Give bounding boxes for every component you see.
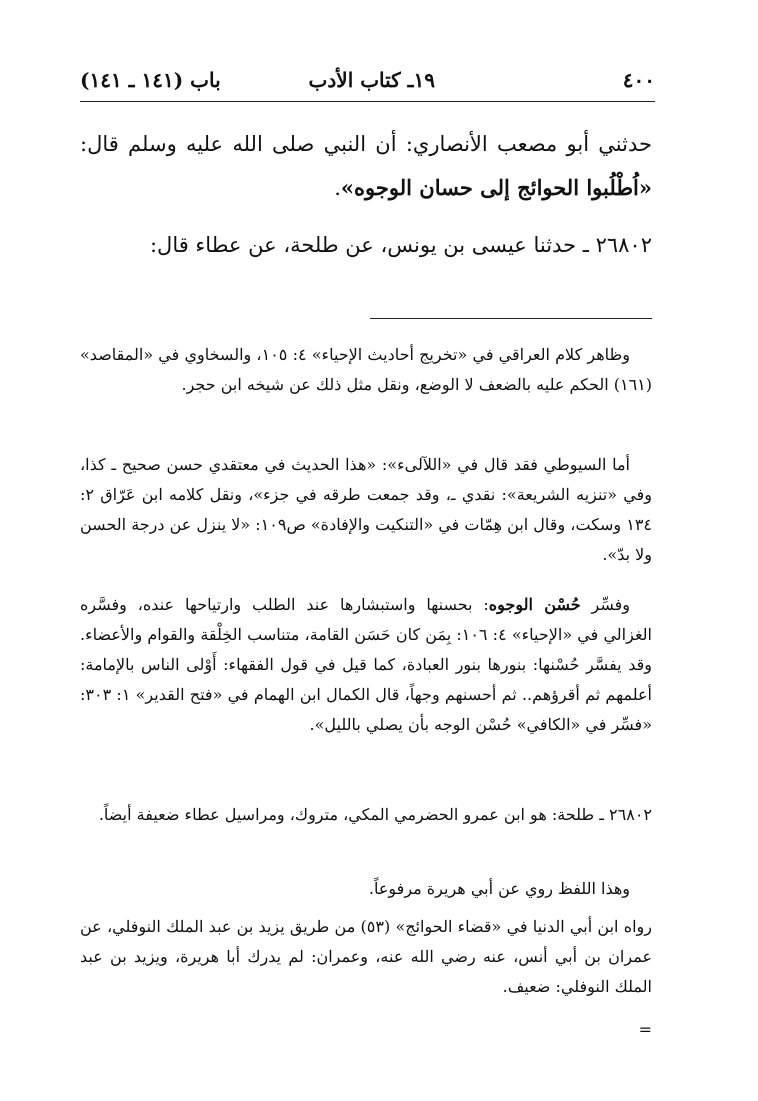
- footnote-paragraph: [80, 590, 652, 740]
- footnote-paragraph: وهذا اللفظ روي عن أبي هريرة مرفوعاً.: [368, 879, 630, 898]
- page-number: ٤٠٠: [622, 68, 655, 92]
- footnote-rule: [370, 318, 652, 319]
- footnote-paragraph: رواه ابن أبي الدنيا في «قضاء الحوائج» (٥٣) من طريق يزيد بن عبد الملك النوفلي، عن عمران بن أبي أنس، عنه رضي الله عنه، وعمران: لم يدرك أبا هريرة، ويزيد بن عبد الملك النوفلي: ضعيف.: [80, 917, 653, 996]
- footnote-text: : بحسنها واستبشارها عند الطلب وارتياحها عنده، وفسَّره الغزالي في «الإحياء» ٤: ١٠٦: بِمَن كان حَسَن القامة، متناسب الخِلْقة والقوام والأعضاء. وقد يفسَّر حُسْنها: بنورها بنور العبادة، كما قيل في قول الفقهاء: أَوْلى الناس بالإمامة: أعلمهم ثم أقرؤهم.. ثم أحسنهم وجهاً، قال الكمال ابن الهمام في «فتح القدير» ١: ٣٠٣: «فسِّر في «الكافي» حُسْن الوجه بأن يصلي بالليل».: [80, 595, 652, 734]
- footnote-paragraph: وظاهر كلام العراقي في «تخريج أحاديث الإحياء» ٤: ١٠٥، والسخاوي في «المقاصد» (١٦١) الحكم عليه بالضعف لا الوضع، ونقل مثل ذلك عن شيخه ابن حجر.: [80, 345, 652, 394]
- footnote-paragraph: أما السيوطي فقد قال في «اللآلىء»: «هذا الحديث في معتقدي حسن صحيح ـ كذا، وفي «تنزيه الشريعة»: نقدي ـ، وقد جمعت طرقه في جزء»، ونقل كلامه ابن عَرّاق ٢: ١٣٤ وسكت، وقال ابن هِمّات في «التنكيت والإفادة» ص١٠٩: «لا ينزل عن درجة الحسن ولا بدّ».: [80, 455, 652, 564]
- continuation-mark: =: [638, 1020, 652, 1039]
- running-header: [80, 68, 655, 98]
- footnote-text: وفسِّر: [580, 595, 630, 614]
- hadith-text: «اُطْلُبوا الحوائج إلى حسان الوجوه»: [340, 175, 652, 200]
- footnote-term: حُسْن الوجوه: [488, 595, 581, 614]
- main-text: حدثني أبو مصعب الأنصاري: أن النبي صلى الله عليه وسلم قال:: [80, 132, 652, 156]
- chapter-title: ١٩ـ كتاب الأدب: [308, 68, 435, 92]
- hadith-entry: ٢٦٨٠٢ ـ حدثنا عيسى بن يونس، عن طلحة، عن عطاء قال:: [149, 233, 652, 257]
- section-label: باب (١٤١ ـ ١٤١): [80, 68, 221, 92]
- main-paragraph: [80, 123, 652, 210]
- header-rule: [80, 101, 655, 102]
- main-text-end: .: [334, 176, 341, 200]
- footnote-paragraph: ٢٦٨٠٢ ـ طلحة: هو ابن عمرو الحضرمي المكي، متروك، ومراسيل عطاء ضعيفة أيضاً.: [98, 805, 652, 824]
